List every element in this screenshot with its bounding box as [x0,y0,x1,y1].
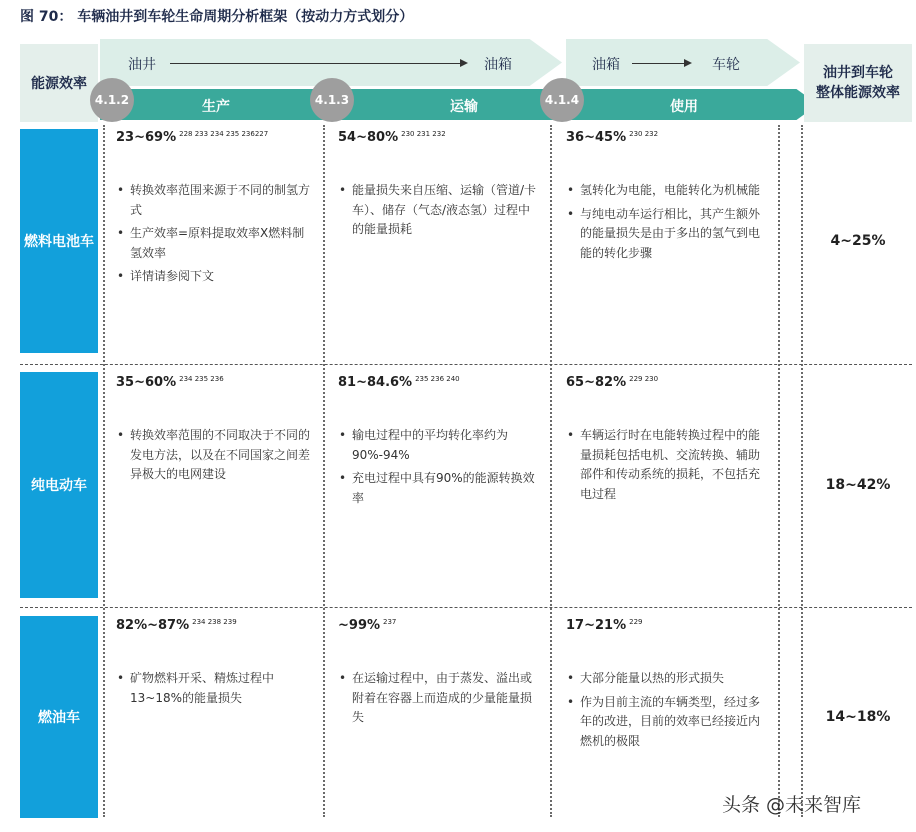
badge-4-1-3: 4.1.3 [310,78,354,122]
bullet-item: • 大部分能量以热的形式损失 [566,669,766,689]
flow-tank-label-2: 油箱 [592,57,620,73]
column-divider [801,125,803,817]
citation-refs: 234 235 236 [179,375,224,383]
efficiency-range: 81~84.6% $^{235 236 240}$ [338,375,460,390]
bullet-list [566,181,766,263]
flow-line-1 [170,63,460,64]
citation-refs: 229 230 [629,375,659,383]
cell-fuel-cell-use [556,130,776,267]
figure-title: 图 70： 车辆油井到车轮生命周期分析框架（按动力方式划分） [20,9,414,25]
bullet-list [566,669,766,751]
efficiency-range: 65~82% $^{229 230}$ [566,375,659,390]
citation-refs: 235 236 240 [415,375,460,383]
bullet-item: • 能量损失来自压缩、运输（管道/卡车）、储存（气态/液态氢）过程中的能量损耗 [338,181,538,240]
row-label-combustion: 燃油车 [20,616,98,818]
stage-production-label: 生产 [202,99,230,115]
bullet-item: • 作为目前主流的车辆类型，经过多年的改进，目前的效率已经接近内燃机的极限 [566,693,766,752]
efficiency-range: 82%~87% $^{234 238 239}$ [116,618,237,633]
flow-line-2 [632,63,684,64]
column-divider [103,125,105,817]
bullet-item: • 转换效率范围来源于不同的制氢方式 [116,181,312,220]
bullet-list [116,669,312,708]
cell-battery-electric-transport [328,375,548,512]
stage-use-label: 使用 [670,99,698,115]
cell-battery-electric-production [106,375,322,489]
flow-well-label: 油井 [128,57,156,73]
watermark: 头条 @未来智库 [722,794,862,816]
efficiency-range: 36~45% $^{230 232}$ [566,130,659,145]
row-label-battery-electric: 纯电动车 [20,372,98,598]
cell-fuel-cell-transport [328,130,548,244]
cell-combustion-use [556,618,776,755]
citation-refs: 228 233 234 235 236227 [179,130,269,138]
efficiency-range: 54~80% $^{230 231 232}$ [338,130,446,145]
efficiency-range: 35~60% $^{234 235 236}$ [116,375,224,390]
bullet-list [116,426,312,485]
efficiency-range: 23~69% $^{228 233 234 235 236227}$ [116,130,269,145]
row-divider [20,607,912,608]
cell-combustion-production [106,618,322,712]
bullet-list [338,181,538,240]
bullet-item: • 在运输过程中，由于蒸发、溢出或附着在容器上而造成的少量能量损失 [338,669,538,728]
bullet-list [566,426,766,504]
bullet-item: • 输电过程中的平均转化率约为90%-94% [338,426,538,465]
bullet-item: • 矿物燃料开采、精炼过程中13~18%的能量损失 [116,669,312,708]
cell-battery-electric-use [556,375,776,508]
flow-tank-label: 油箱 [484,57,512,73]
citation-refs: 234 238 239 [192,618,237,626]
column-divider [778,125,780,817]
bullet-item: • 车辆运行时在电能转换过程中的能量损耗包括电机、交流转换、辅助部件和传动系统的损耗，不包括充电过程 [566,426,766,504]
stage-transport-label: 运输 [450,99,478,115]
row-divider [20,364,912,365]
bullet-item: • 氢转化为电能，电能转化为机械能 [566,181,766,201]
overall-efficiency-header [804,44,912,122]
flow-wheel-label: 车轮 [712,57,740,73]
bullet-item: • 详情请参阅下文 [116,267,312,287]
citation-refs: 230 232 [629,130,659,138]
badge-4-1-4: 4.1.4 [540,78,584,122]
bullet-item: • 转换效率范围的不同取决于不同的发电方法，以及在不同国家之间差异极大的电网建设 [116,426,312,485]
efficiency-range: 17~21% $^{229}$ [566,618,643,633]
citation-refs: 237 [383,618,397,626]
energy-efficiency-header: 能源效率 [20,44,98,122]
efficiency-range: ~99% $^{237}$ [338,618,397,633]
bullet-list [116,181,312,287]
flow-arrowhead-2 [684,59,692,67]
bullet-list [338,426,538,508]
overall-efficiency-header-line1: 油井到车轮 [823,65,893,81]
bullet-item: • 与纯电动车运行相比，其产生额外的能量损失是由于多出的氢气到电能的转化步骤 [566,205,766,264]
cell-fuel-cell-production [106,130,322,291]
row-label-fuel-cell: 燃料电池车 [20,129,98,353]
overall-efficiency-combustion: 14~18% [825,709,891,725]
overall-efficiency-battery-electric: 18~42% [825,477,891,493]
bullet-list [338,669,538,728]
citation-refs: 229 [629,618,643,626]
column-divider [323,125,325,817]
citation-refs: 230 231 232 [401,130,446,138]
bullet-item: • 生产效率=原料提取效率X燃料制氢效率 [116,224,312,263]
bullet-item: • 充电过程中具有90%的能源转换效率 [338,469,538,508]
badge-4-1-2: 4.1.2 [90,78,134,122]
column-divider [550,125,552,817]
cell-combustion-transport [328,618,548,732]
overall-efficiency-fuel-cell: 4~25% [830,233,886,249]
flow-arrowhead-1 [460,59,468,67]
overall-efficiency-header-line2: 整体能源效率 [816,85,900,101]
